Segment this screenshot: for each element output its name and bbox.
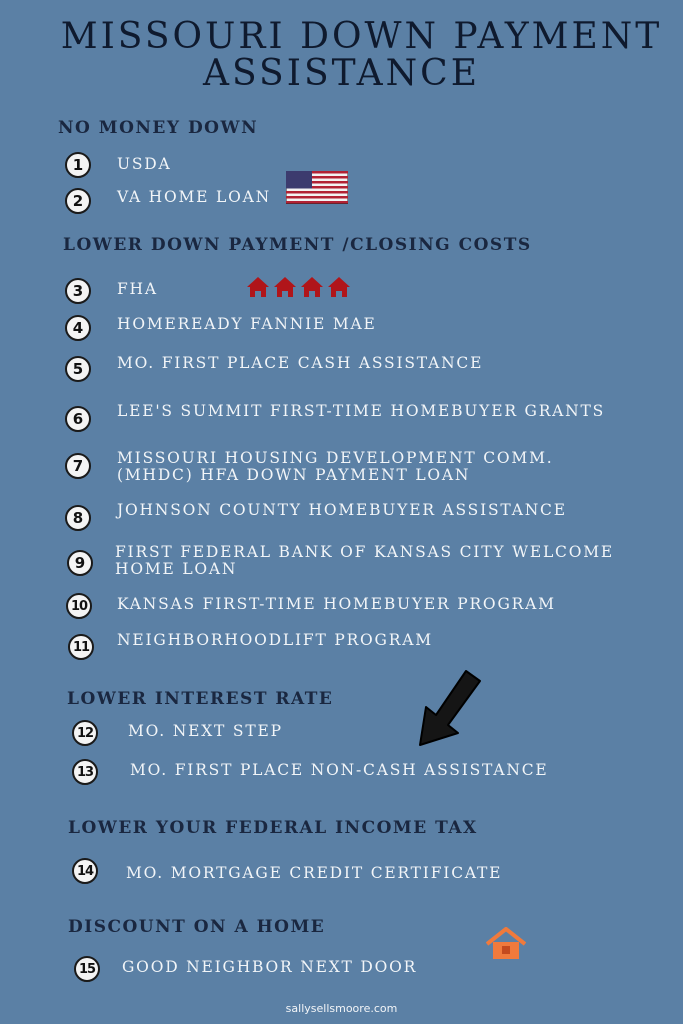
number-badge-10: 10: [66, 593, 92, 619]
number-badge-9: 9: [67, 550, 93, 576]
item-mo-next-step: MO. NEXT STEP: [128, 722, 283, 740]
red-house-icon: [247, 276, 351, 298]
item-good-neighbor-next-door: GOOD NEIGHBOR NEXT DOOR: [122, 958, 418, 976]
title-line-1: MISSOURI DOWN PAYMENT: [60, 16, 663, 57]
number-badge-2: 2: [65, 188, 91, 214]
item-johnson-county: JOHNSON COUNTY HOMEBUYER ASSISTANCE: [117, 501, 567, 519]
number-badge-7: 7: [65, 453, 91, 479]
item-usda: USDA: [117, 155, 172, 173]
item-mortgage-credit-certificate: MO. MORTGAGE CREDIT CERTIFICATE: [126, 864, 503, 882]
item-kansas-first-time: KANSAS FIRST-TIME HOMEBUYER PROGRAM: [117, 595, 556, 613]
title-line-2: ASSISTANCE: [203, 53, 480, 94]
section-heading-lower-down-payment: LOWER DOWN PAYMENT /CLOSING COSTS: [63, 235, 532, 255]
item-mhdc-line-1: MISSOURI HOUSING DEVELOPMENT COMM.: [117, 449, 554, 467]
number-badge-13: 13: [72, 759, 98, 785]
section-heading-lower-interest-rate: LOWER INTEREST RATE: [67, 689, 334, 709]
orange-house-icon: [486, 927, 526, 961]
number-badge-15: 15: [74, 956, 100, 982]
item-neighborhoodlift: NEIGHBORHOODLIFT PROGRAM: [117, 631, 433, 649]
number-badge-4: 4: [65, 315, 91, 341]
number-badge-6: 6: [65, 406, 91, 432]
item-mhdc-line-2: (MHDC) HFA DOWN PAYMENT LOAN: [117, 466, 471, 484]
number-badge-12: 12: [72, 720, 98, 746]
section-heading-discount-on-home: DISCOUNT ON A HOME: [68, 917, 326, 937]
number-badge-11: 11: [68, 634, 94, 660]
section-heading-lower-federal-income-tax: LOWER YOUR FEDERAL INCOME TAX: [68, 818, 478, 838]
item-fha: FHA: [117, 280, 158, 298]
page-title: [0, 18, 683, 92]
number-badge-8: 8: [65, 505, 91, 531]
number-badge-3: 3: [65, 278, 91, 304]
item-mo-first-place-non-cash: MO. FIRST PLACE NON-CASH ASSISTANCE: [130, 761, 549, 779]
item-homeready-fannie-mae: HOMEREADY FANNIE MAE: [117, 315, 377, 333]
item-first-federal-line-2: HOME LOAN: [115, 560, 238, 578]
item-va-home-loan: VA HOME LOAN: [117, 188, 271, 206]
item-lees-summit-grants: LEE'S SUMMIT FIRST-TIME HOMEBUYER GRANTS: [117, 402, 606, 420]
us-flag-icon: [286, 171, 348, 204]
item-first-federal-line-1: FIRST FEDERAL BANK OF KANSAS CITY WELCOME: [115, 543, 615, 561]
number-badge-5: 5: [65, 356, 91, 382]
section-heading-no-money-down: NO MONEY DOWN: [58, 118, 259, 138]
item-mo-first-place-cash-assistance: MO. FIRST PLACE CASH ASSISTANCE: [117, 354, 484, 372]
number-badge-14: 14: [72, 858, 98, 884]
number-badge-1: 1: [65, 152, 91, 178]
footer-website: sallysellsmoore.com: [285, 1002, 398, 1015]
down-left-arrow-icon: [414, 667, 486, 749]
